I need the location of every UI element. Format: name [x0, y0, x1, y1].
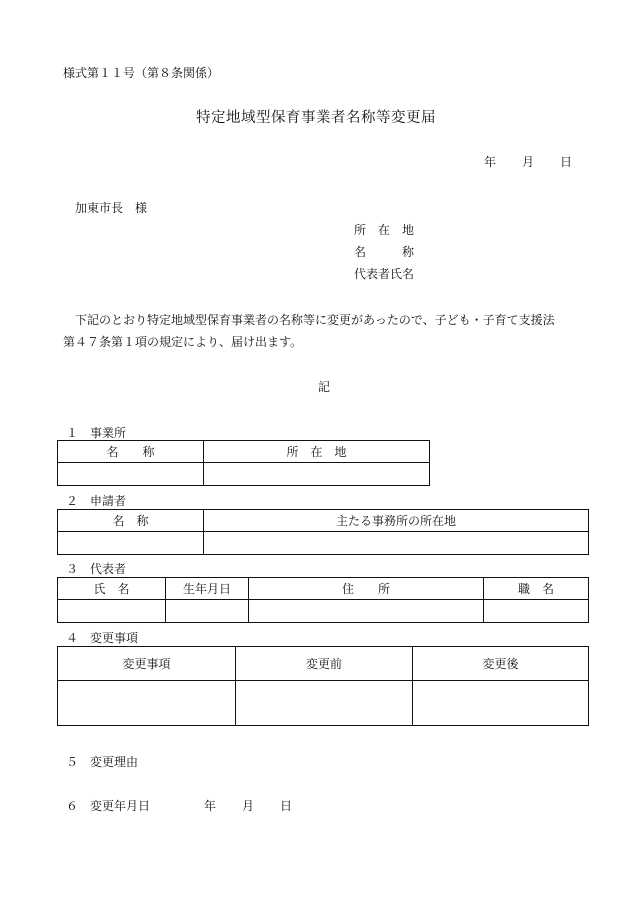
- rep-job-title-field[interactable]: [484, 600, 589, 623]
- office-name-header: 名 称: [58, 441, 204, 463]
- changes-table: [57, 646, 589, 726]
- date-day-label: 日: [560, 155, 573, 169]
- addressee: 加東市長 様: [75, 201, 148, 215]
- change-after-header: 変更後: [413, 647, 589, 681]
- date-year-label: 年: [484, 155, 497, 169]
- representative-name-label: 代表者氏名: [354, 267, 415, 281]
- office-name-field[interactable]: [58, 463, 204, 486]
- section-4-title: ４ 変更事項: [66, 631, 139, 645]
- applicant-office-field[interactable]: [204, 532, 589, 555]
- date-month-label: 月: [522, 155, 535, 169]
- office-address-header: 所 在 地: [204, 441, 430, 463]
- applicant-name-label: 名 称: [354, 245, 415, 259]
- change-item-header: 変更事項: [58, 647, 236, 681]
- rep-job-title-header: 職 名: [484, 578, 589, 600]
- office-table: [57, 440, 430, 486]
- body-text-line-1: 下記のとおり特定地域型保育事業者の名称等に変更があったので、子ども・子育て支援法: [75, 313, 555, 327]
- rep-address-header: 住 所: [249, 578, 484, 600]
- rep-birthdate-header: 生年月日: [166, 578, 249, 600]
- change-after-field[interactable]: [413, 681, 589, 726]
- change-date-day-label: 日: [280, 799, 293, 813]
- office-address-field[interactable]: [204, 463, 430, 486]
- representative-table: [57, 577, 589, 623]
- ki-heading: 記: [318, 380, 331, 394]
- form-number: 様式第１１号（第８条関係）: [63, 66, 220, 80]
- document-title: 特定地域型保育事業者名称等変更届: [196, 110, 436, 126]
- body-text-line-2: 第４７条第１項の規定により、届け出ます。: [63, 335, 303, 349]
- applicant-address-label: 所 在 地: [354, 223, 415, 237]
- rep-name-header: 氏 名: [58, 578, 166, 600]
- rep-birthdate-field[interactable]: [166, 600, 249, 623]
- applicant-name-header: 名 称: [58, 510, 204, 532]
- change-date-month-label: 月: [242, 799, 255, 813]
- section-3-title: ３ 代表者: [66, 562, 127, 576]
- change-before-field[interactable]: [236, 681, 413, 726]
- change-date-year-label: 年: [204, 799, 217, 813]
- rep-address-field[interactable]: [249, 600, 484, 623]
- section-5-title: ５ 変更理由: [66, 755, 139, 769]
- section-6-title: ６ 変更年月日: [66, 799, 151, 813]
- applicant-name-field[interactable]: [58, 532, 204, 555]
- applicant-office-header: 主たる事務所の所在地: [204, 510, 589, 532]
- change-item-field[interactable]: [58, 681, 236, 726]
- section-1-title: １ 事業所: [66, 426, 127, 440]
- change-before-header: 変更前: [236, 647, 413, 681]
- rep-name-field[interactable]: [58, 600, 166, 623]
- applicant-table: [57, 509, 589, 555]
- section-2-title: ２ 申請者: [66, 494, 127, 508]
